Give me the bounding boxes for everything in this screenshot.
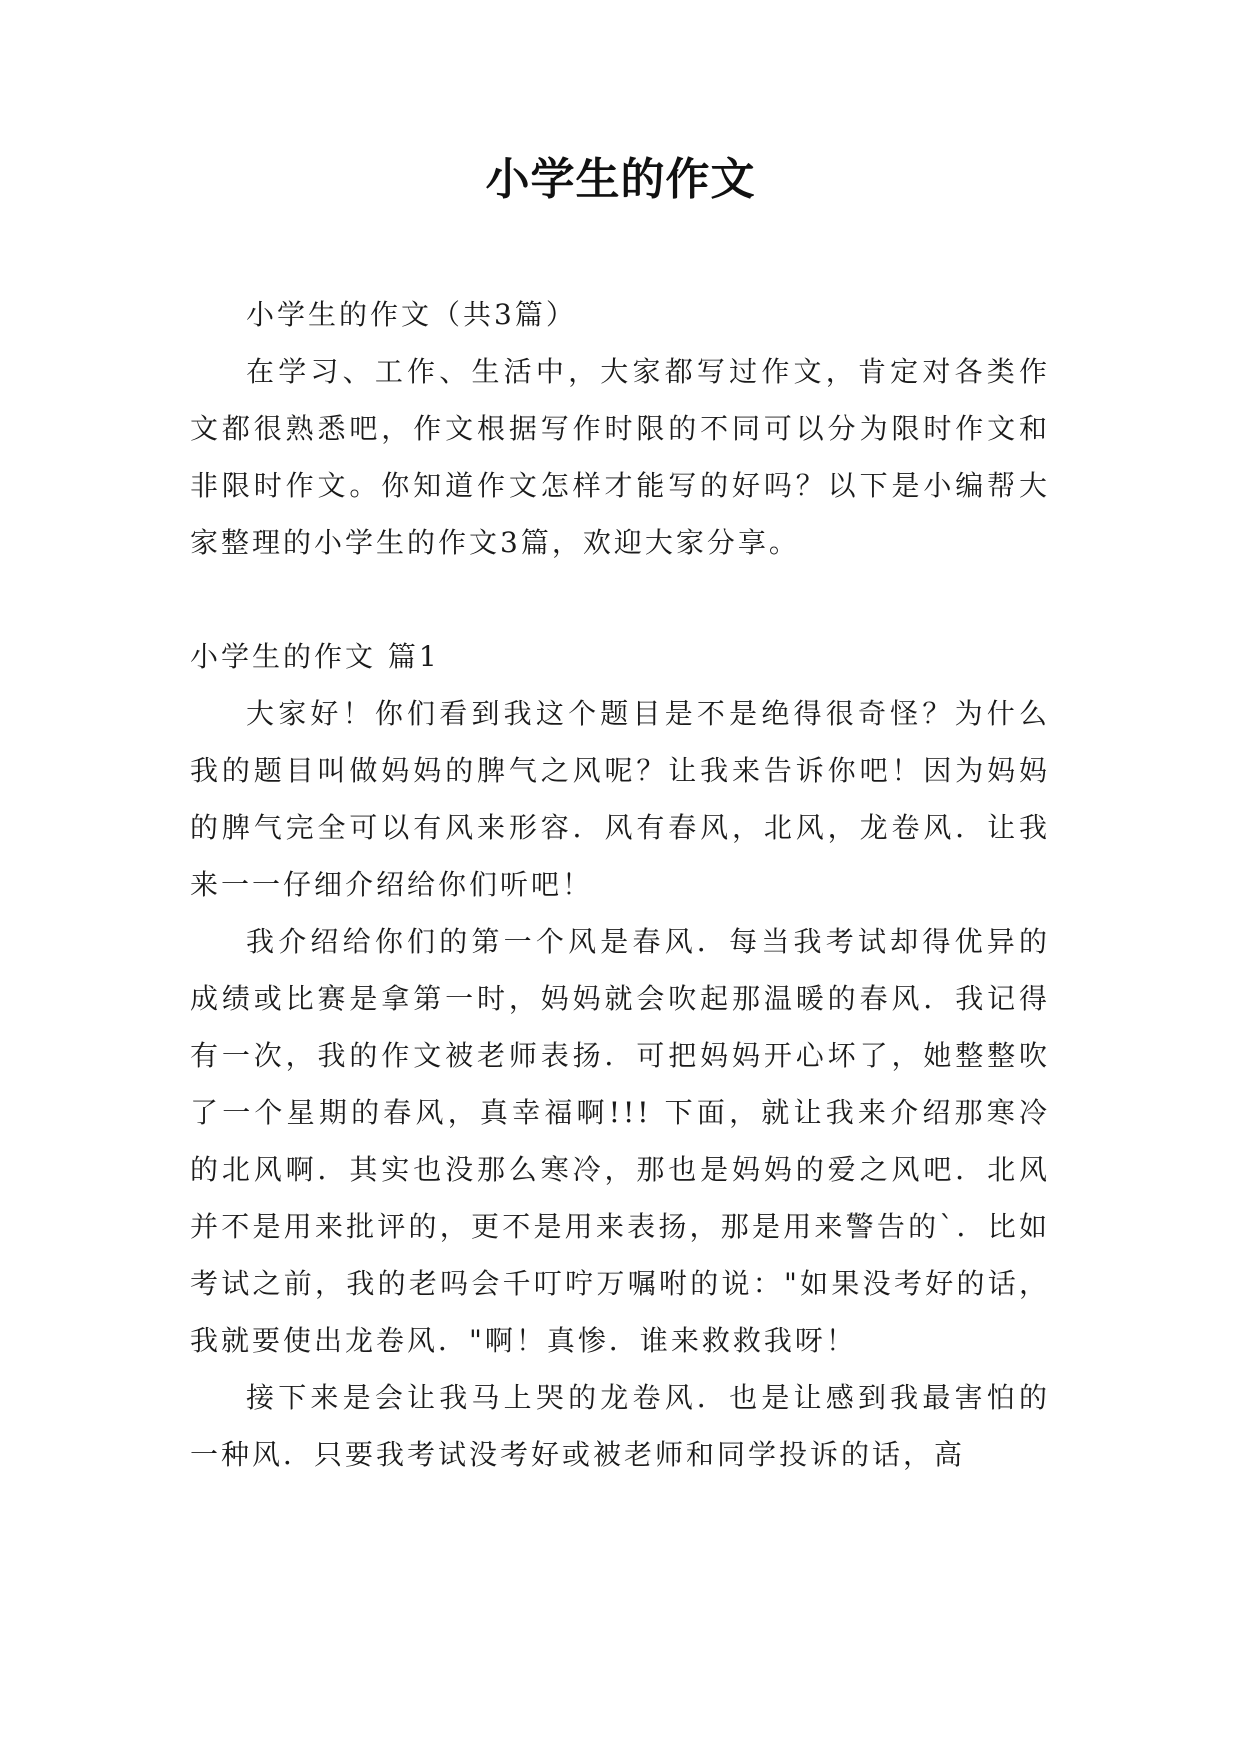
body-paragraph: 大家好！你们看到我这个题目是不是绝得很奇怪？为什么我的题目叫做妈妈的脾气之风呢？让我来告诉你吧！因为妈妈的脾气完全可以有风来形容．风有春风，北风，龙卷风．让我来一一仔细介绍给你们听吧！	[190, 697, 1050, 901]
document-subtitle: 小学生的作文（共3篇）	[246, 298, 577, 331]
body-paragraph: 我介绍给你们的第一个风是春风．每当我考试却得优异的成绩或比赛是拿第一时，妈妈就会吹起那温暖的春风．我记得有一次，我的作文被老师表扬．可把妈妈开心坏了，她整整吹了一个星期的春风，真幸福啊!!! 下面，就让我来介绍那寒冷的北风啊．其实也没那么寒冷，那也是妈妈的爱之风吧．北风并不是用来批评的，更不是用来表扬，那是用来警告的`．比如考试之前，我的老吗会千叮咛万嘱咐的说："如果没考好的话，我就要使出龙卷风．"啊！真惨．谁来救救我呀！	[190, 925, 1050, 1357]
intro-paragraph: 在学习、工作、生活中，大家都写过作文，肯定对各类作文都很熟悉吧，作文根据写作时限的不同可以分为限时作文和非限时作文。你知道作文怎样才能写的好吗？以下是小编帮大家整理的小学生的作文3篇，欢迎大家分享。	[190, 355, 1050, 559]
section-spacer	[190, 571, 1050, 628]
document-title: 小学生的作文	[485, 154, 756, 205]
body-paragraph: 接下来是会让我马上哭的龙卷风．也是让感到我最害怕的一种风．只要我考试没考好或被老师和同学投诉的话，高	[190, 1381, 1050, 1471]
document-body	[190, 286, 1050, 1483]
section-heading: 小学生的作文 篇1	[190, 640, 440, 673]
